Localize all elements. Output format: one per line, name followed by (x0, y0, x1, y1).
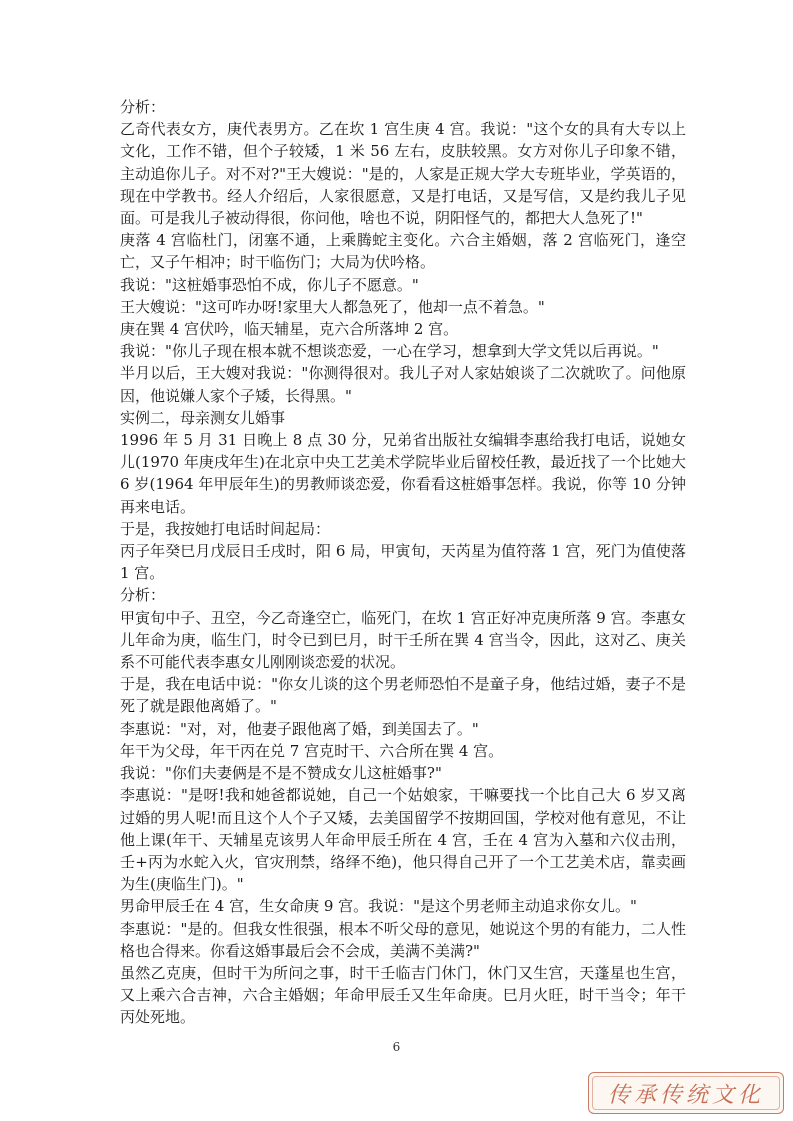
paragraph: 李惠说："是呀!我和她爸都说她，自己一个姑娘家，干嘛要找一个比自己大 6 岁又离过婚的男人呢!而且这个人个子又矮，去美国留学不按期回国，学校对他有意见，不让他上课(年干、天辅星克该男人年命甲辰壬所在 4 宫，壬在 4 宫为入墓和六仪击刑，壬+丙为水蛇入火，官灾刑禁，络绎不绝)，他只得自己开了一个工艺美术店，靠卖画为生(庚临生门)。" (120, 786, 686, 894)
watermark-stamp (588, 1072, 784, 1114)
section-heading: 实例二，母亲测女儿婚事 (120, 408, 286, 427)
stamp-text: 传承传统文化 (607, 1082, 764, 1108)
paragraph: 于是，我按她打电话时间起局： (120, 519, 331, 538)
paragraph: 丙子年癸巳月戊辰日壬戌时，阳 6 局，甲寅旬，天芮星为值符落 1 宫，死门为值使落 1 宫。 (120, 542, 686, 583)
paragraph: 我说："这桩婚事恐怕不成，你儿子不愿意。" (120, 275, 419, 294)
paragraph: 李惠说："对，对，他妻子跟他离了婚，到美国去了。" (120, 719, 479, 738)
paragraph: 李惠说："是的。但我女性很强，根本不听父母的意见，她说这个男的有能力，二人性格也合得来。你看这婚事最后会不会成，美满不美满?" (120, 919, 686, 960)
paragraph: 甲寅旬中子、丑空，今乙奇逢空亡，临死门，在坎 1 宫正好冲克庚所落 9 宫。李惠女儿年命为庚，临生门，时令已到巳月，时干壬所在巽 4 宫当令，因此，这对乙、庚关系不可能代表李惠女儿刚刚谈恋爱的状况。 (120, 608, 686, 672)
paragraph: 庚落 4 宫临杜门，闭塞不通，上乘腾蛇主变化。六合主婚姻，落 2 宫临死门，逢空亡，又子午相冲；时干临伤门；大局为伏吟格。 (120, 231, 686, 272)
paragraph: 乙奇代表女方，庚代表男方。乙在坎 1 宫生庚 4 宫。我说："这个女的具有大专以上文化，工作不错，但个子较矮，1 米 56 左右，皮肤较黑。女方对你儿子印象不错，主动追你儿子。对不对?"王大嫂说："是的，人家是正规大学大专班毕业，学英语的，现在中学教书。经人介绍后，人家很愿意，又是打电话，又是写信，又是约我儿子见面。可是我儿子被动得很，你问他，啥也不说，阴阳怪气的，都把大人急死了!" (120, 120, 686, 228)
paragraph: 庚在巽 4 宫伏吟，临天辅星，克六合所落坤 2 宫。 (120, 320, 459, 339)
paragraph: 于是，我在电话中说："你女儿谈的这个男老师恐怕不是童子身，他结过婚，妻子不是死了就是跟他离婚了。" (120, 675, 686, 716)
paragraph: 我说："你们夫妻俩是不是不赞成女儿这桩婚事?" (120, 764, 442, 783)
paragraph: 半月以后，王大嫂对我说："你测得很对。我儿子对人家姑娘谈了二次就吹了。问他原因，他说嫌人家个子矮，长得黑。" (120, 364, 686, 405)
paragraph: 分析： (120, 98, 166, 116)
page-number: 6 (392, 1040, 401, 1054)
paragraph: 分析： (120, 586, 166, 605)
paragraph: 王大嫂说："这可咋办呀!家里大人都急死了，他却一点不着急。" (120, 297, 545, 316)
document-body (120, 96, 686, 1029)
paragraph: 虽然乙克庚，但时干为所问之事，时干壬临吉门休门，休门又生宫，天蓬星也生宫，又上乘六合吉神，六合主婚姻；年命甲辰壬又生年命庚。巳月火旺，时干当令；年干丙处死地。 (120, 963, 686, 1027)
paragraph: 年干为父母，年干丙在兑 7 宫克时干、六合所在巽 4 宫。 (120, 741, 504, 760)
paragraph: 男命甲辰壬在 4 宫，生女命庚 9 宫。我说："是这个男老师主动追求你女儿。" (120, 897, 637, 916)
paragraph: 1996 年 5 月 31 日晚上 8 点 30 分，兄弟省出版社女编辑李惠给我打电话，说她女儿(1970 年庚戌年生)在北京中央工艺美术学院毕业后留校任教，最近找了一个比她大 6 岁(1964 年甲辰年生)的男教师谈恋爱，你看看这桩婚事怎样。我说，你等 10 分钟再来电话。 (120, 431, 686, 516)
paragraph: 我说："你儿子现在根本就不想谈恋爱，一心在学习，想拿到大学文凭以后再说。" (120, 342, 659, 361)
